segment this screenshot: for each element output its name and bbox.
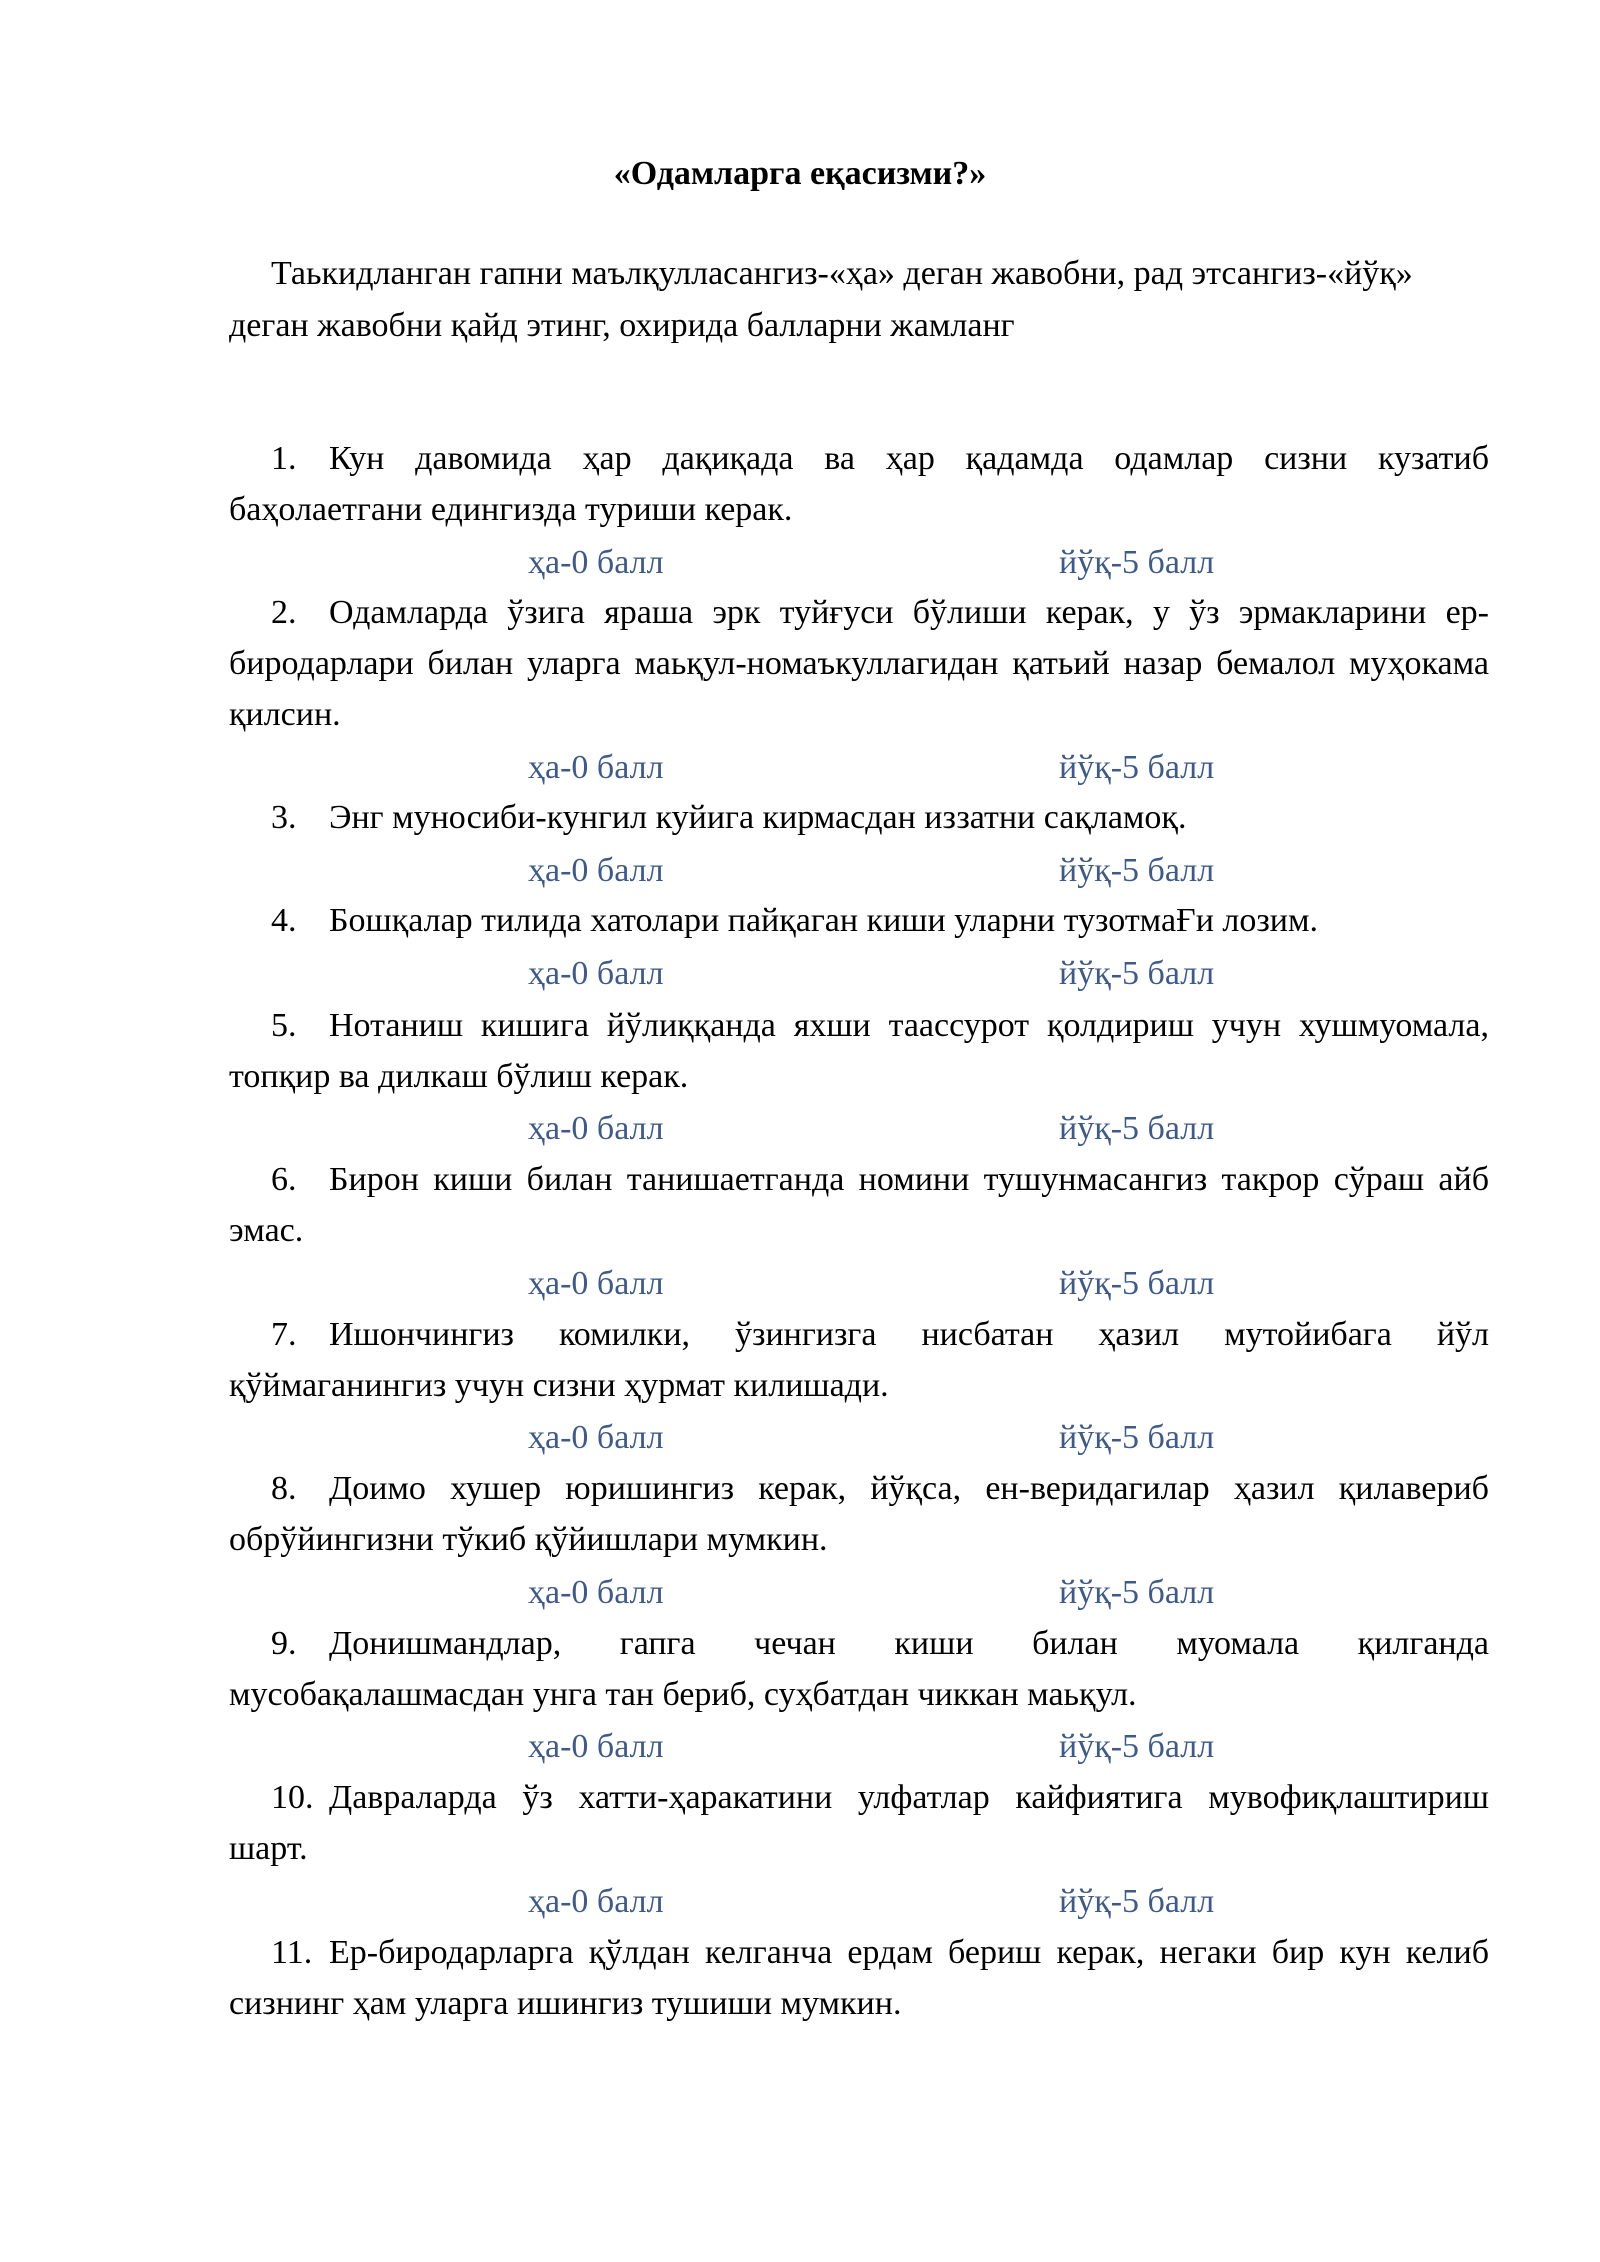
answer-yes: ҳа-0 балл [528, 1419, 664, 1456]
question-item [229, 1618, 1489, 1720]
question-item [229, 1154, 1489, 1256]
answer-no: йўқ-5 балл [1059, 1419, 1215, 1456]
question-text: Бирон киши билан танишаетганда номини тушунмасангиз такрор сўраш айб эмас. [229, 1161, 1489, 1249]
answer-yes: ҳа-0 балл [528, 544, 664, 581]
answer-options [0, 1259, 1600, 1309]
question-number: 3. [271, 799, 297, 836]
answer-yes: ҳа-0 балл [528, 1110, 664, 1147]
question-number: 6. [271, 1161, 297, 1198]
question-item [229, 587, 1489, 740]
document-title: «Одамларга еқасизми?» [613, 155, 987, 192]
question-text: Бошқалар тилида хатолари пайқаган киши уларни тузотмаҒи лозим. [329, 902, 1319, 939]
question-item [229, 792, 1489, 843]
answer-options [0, 949, 1600, 999]
answer-no: йўқ-5 балл [1059, 1110, 1215, 1147]
question-text: Доимо хушер юришингиз керак, йўқса, ен-веридагилар ҳазил қилавериб обрўйингизни тўкиб қўйишлари мумкин. [229, 1470, 1489, 1558]
answer-no: йўқ-5 балл [1059, 1265, 1215, 1302]
question-item [229, 1000, 1489, 1102]
answer-yes: ҳа-0 балл [528, 955, 664, 992]
question-text: Одамларда ўзига яраша эрк туйғуси бўлиши керак, у ўз эрмакларини ер-биродарлари билан уларга маьқул-номаъкуллагидан қатьий назар бемалол муҳокама қилсин. [229, 594, 1489, 733]
instructions-paragraph: Таькидланган гапни маълқулласангиз-«ҳа» деган жавобни, рад этсангиз-«йўқ» деган жавобни қайд этинг, охирида балларни жамланг [229, 255, 1413, 344]
question-number: 1. [271, 440, 297, 477]
answer-options [0, 1104, 1600, 1154]
question-item [229, 1927, 1489, 2029]
answer-options [0, 1877, 1600, 1927]
question-text: Кун давомида ҳар дақиқада ва ҳар қадамда одамлар сизни кузатиб баҳолаетгани едингизда туриши керак. [229, 440, 1489, 528]
question-number: 4. [271, 902, 297, 939]
question-text: Энг муносиби-кунгил куйига кирмасдан иззатни сақламоқ. [329, 799, 1187, 836]
answer-options [0, 538, 1600, 588]
answer-yes: ҳа-0 балл [528, 1265, 664, 1302]
question-text: Ер-биродарларга қўлдан келганча ердам бериш керак, негаки бир кун келиб сизнинг ҳам уларга ишингиз тушиши мумкин. [229, 1934, 1489, 2022]
question-item [229, 895, 1489, 946]
question-item [229, 1463, 1489, 1565]
question-text: Донишмандлар, гапга чечан киши билан муомала қилганда мусобақалашмасдан унга тан бериб, суҳбатдан чиккан маьқул. [229, 1625, 1489, 1713]
question-text: Нотаниш кишига йўлиққанда яхши таассурот қолдириш учун хушмуомала, топқир ва дилкаш бўлиш керак. [229, 1007, 1489, 1095]
answer-options [0, 1722, 1600, 1772]
answer-yes: ҳа-0 балл [528, 852, 664, 889]
question-number: 10. [271, 1779, 314, 1816]
question-text: Ишончингиз комилки, ўзингизга нисбатан ҳазил мутойибага йўл қўймаганингиз учун сизни ҳурмат килишади. [229, 1316, 1489, 1404]
answer-no: йўқ-5 балл [1059, 544, 1215, 581]
answer-no: йўқ-5 балл [1059, 1574, 1215, 1611]
answer-no: йўқ-5 балл [1059, 852, 1215, 889]
question-number: 8. [271, 1470, 297, 1507]
question-item [229, 1309, 1489, 1411]
answer-no: йўқ-5 балл [1059, 749, 1215, 786]
question-number: 5. [271, 1007, 297, 1044]
answer-no: йўқ-5 балл [1059, 1883, 1215, 1920]
question-item [229, 433, 1489, 535]
answer-no: йўқ-5 балл [1059, 955, 1215, 992]
question-number: 11. [271, 1934, 313, 1971]
answer-yes: ҳа-0 балл [528, 1883, 664, 1920]
answer-no: йўқ-5 балл [1059, 1728, 1215, 1765]
answer-options [0, 1568, 1600, 1618]
answer-yes: ҳа-0 балл [528, 1728, 664, 1765]
answer-options [0, 846, 1600, 896]
answer-yes: ҳа-0 балл [528, 1574, 664, 1611]
question-number: 7. [271, 1316, 297, 1353]
answer-options [0, 743, 1600, 793]
question-number: 9. [271, 1625, 297, 1662]
question-text: Давраларда ўз хатти-ҳаракатини улфатлар кайфиятига мувофиқлаштириш шарт. [229, 1779, 1489, 1867]
answer-options [0, 1413, 1600, 1463]
answer-yes: ҳа-0 балл [528, 749, 664, 786]
question-item [229, 1772, 1489, 1874]
question-number: 2. [271, 594, 297, 631]
